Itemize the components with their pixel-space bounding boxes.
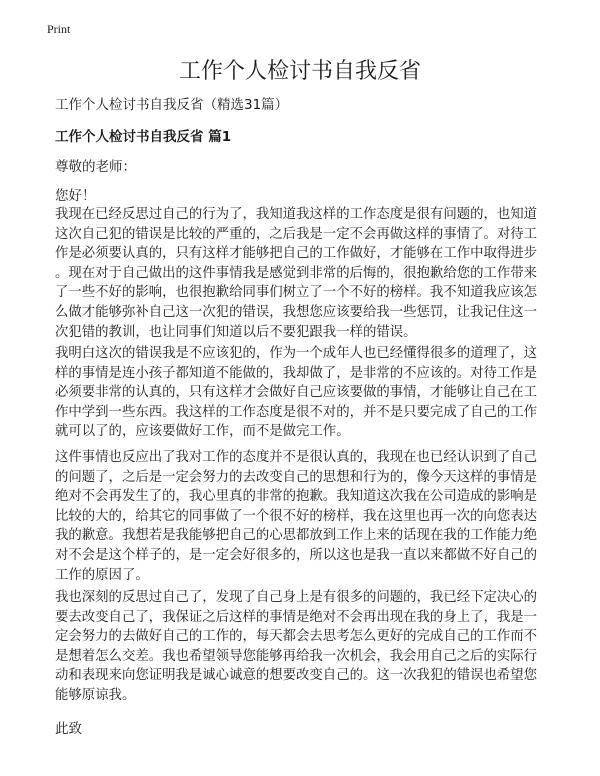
paragraph-line: 能够原谅我。	[55, 687, 136, 703]
greeting: 您好！	[55, 188, 96, 204]
closing: 此致	[55, 721, 82, 737]
paragraph-line: 了一些不好的影响，也很抱歉给同事们树立了一个不好的榜样。我不知道我应该怎	[55, 285, 538, 301]
page-title: 工作个人检讨书自我反省	[178, 59, 421, 84]
paragraph-line: 定会努力的去做好自己的工作的，每天都会去思考怎么更好的完成自己的工作而不	[55, 629, 538, 645]
paragraph-line: 。现在对于自己做出的这件事情我是感觉到非常的后悔的，很抱歉给您的工作带来	[55, 265, 538, 281]
paragraph-line: 对不会是这个样子的，是一定会好很多的，所以这也是我一直以来都做不好自己的	[55, 547, 538, 563]
paragraph-4	[55, 588, 537, 706]
paragraph-line: 是想着怎么交差。我也希望领导您能够再给我一次机会，我会用自己之后的实际行	[55, 648, 538, 664]
print-link[interactable]: Print	[47, 22, 71, 36]
paragraph-1	[55, 205, 537, 342]
paragraph-line: 次犯错的教训，也让同事们知道以后不要犯跟我一样的错误。	[55, 324, 417, 340]
paragraph-line: 这件事情也反应出了我对工作的态度并不是很认真的，我现在也已经认识到了自己	[55, 450, 538, 465]
section-heading: 工作个人检讨书自我反省 篇1	[55, 129, 232, 145]
paragraph-line: 工作的原因了。	[55, 567, 149, 583]
paragraph-line: 我也深刻的反思过自己了，发现了自己身上是有很多的问题的，我已经下定决心的	[55, 590, 538, 605]
paragraph-line: 必须要非常的认真的，只有这样才会做好自己应该要做的事情，才能够让自己在工	[55, 385, 538, 401]
paragraph-line: 要去改变自己了，我保证之后这样的事情是绝对不会再出现在我的身上了，我是一	[55, 609, 538, 625]
salutation: 尊敬的老师：	[55, 159, 136, 175]
paragraph-line: 这次自己犯的错误是比较的严重的，之后我是一定不会再做这样的事情了。对待工	[55, 226, 538, 242]
paragraph-line: 的问题了，之后是一定会努力的去改变自己的思想和行为的，像今天这样的事情是	[55, 469, 538, 485]
paragraph-3	[55, 448, 537, 585]
paragraph-line: 我现在已经反思过自己的行为了，我知道我这样的工作态度是很有问题的，也知道	[55, 207, 538, 222]
paragraph-line: 绝对不会再发生了的，我心里真的非常的抱歉。我知道这次我在公司造成的影响是	[55, 489, 538, 505]
document-subtitle: 工作个人检讨书自我反省（精选31篇）	[55, 97, 289, 113]
paragraph-line: 我明白这次的错误我是不应该犯的，作为一个成年人也已经懂得很多的道理了，这	[55, 346, 538, 361]
paragraph-2	[55, 344, 537, 442]
paragraph-line: 样的事情是连小孩子都知道不能做的，我却做了，是非常的不应该的。对待工作是	[55, 365, 538, 381]
paragraph-line: 作是必须要认真的，只有这样才能够把自己的工作做好，才能够在工作中取得进步	[55, 246, 538, 262]
paragraph-line: 么做才能够弥补自己这一次犯的错误，我想您应该要给我一些惩罚，让我记住这一	[55, 304, 538, 320]
paragraph-line: 就可以了的，应该要做好工作，而不是做完工作。	[55, 424, 350, 440]
paragraph-line: 动和表现来向您证明我是诚心诚意的想要改变自己的。这一次我犯的错误也希望您	[55, 668, 538, 684]
paragraph-line: 比较的大的，给其它的同事做了一个很不好的榜样，我在这里也再一次的向您表达	[55, 508, 538, 524]
paragraph-line: 我的歉意。我想若是我能够把自己的心思都放到工作上来的话现在我的工作能力绝	[55, 528, 538, 544]
paragraph-line: 作中学到一些东西。我这样的工作态度是很不对的，并不是只要完成了自己的工作	[55, 404, 538, 420]
